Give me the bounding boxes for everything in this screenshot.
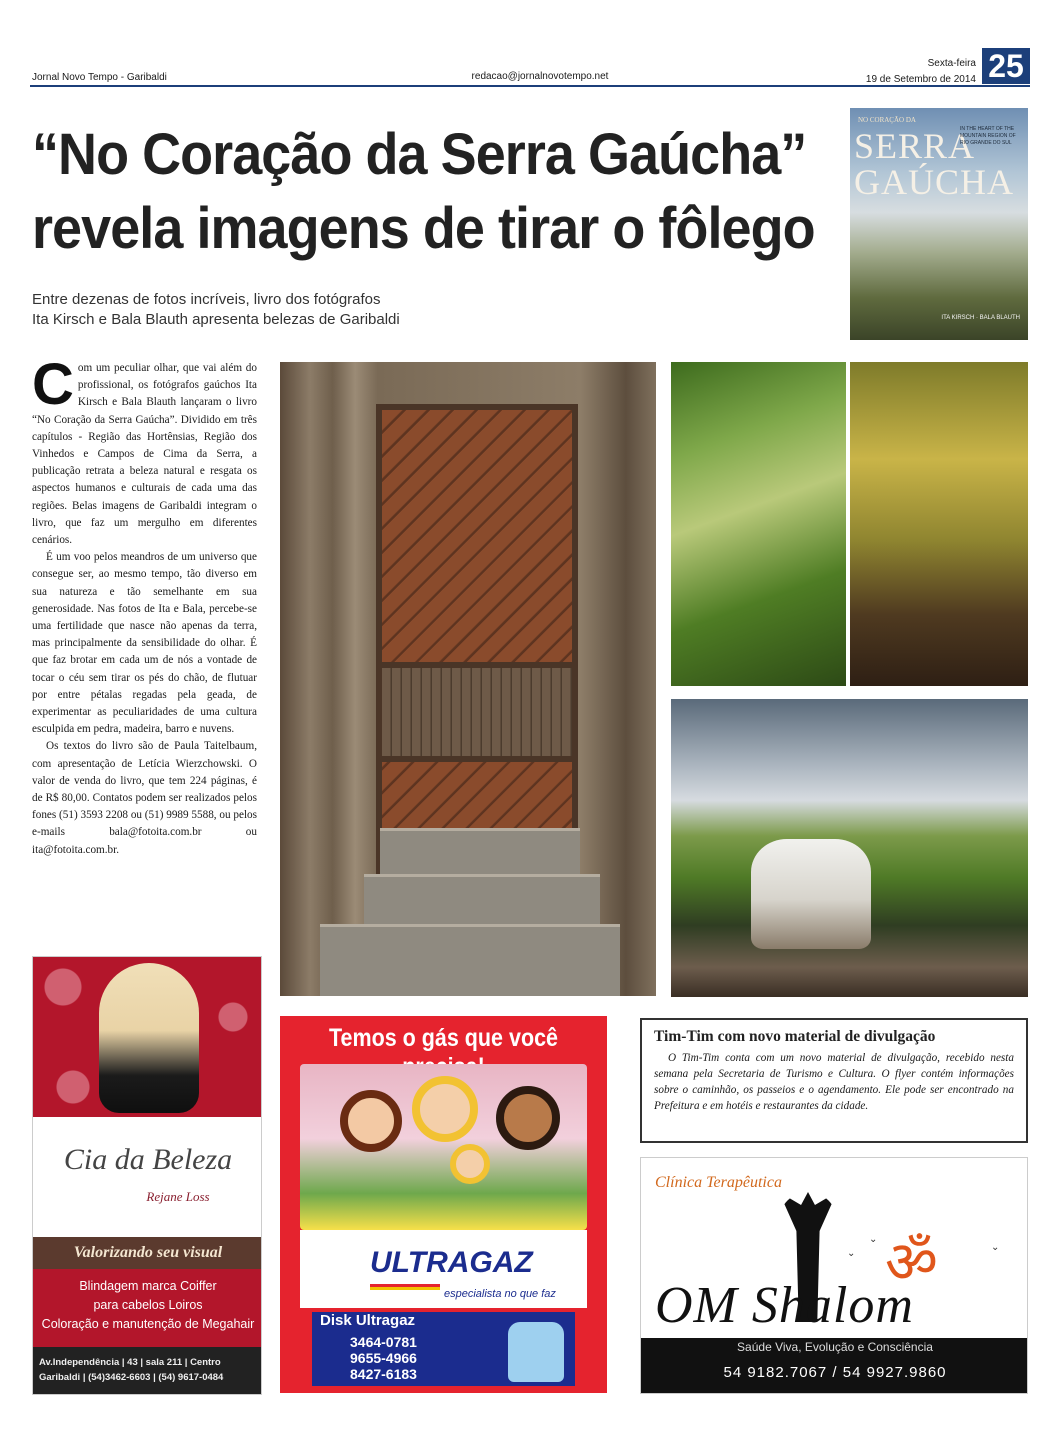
bird-icon: ⌄: [869, 1234, 878, 1245]
tim-tim-notice: [640, 1018, 1028, 1143]
ultragaz-logo: ULTRAGAZ: [370, 1246, 533, 1279]
ad-beleza-address: [33, 1347, 262, 1395]
ad-gas-phones: [350, 1334, 417, 1382]
ad-gas-child: [450, 1144, 490, 1184]
notice-title: Tim-Tim com novo material de divulgação: [654, 1028, 936, 1045]
ad-beleza-address-1: Av.Independência | 43 | sala 211 | Centro: [39, 1357, 221, 1368]
headline-line-1: “No Coração da Serra Gaúcha”: [32, 122, 807, 187]
ad-om-shalom[interactable]: [640, 1157, 1028, 1394]
drop-cap: C: [32, 352, 74, 417]
ad-gas-illustration: [300, 1064, 587, 1230]
notice-text: O Tim-Tim conta com um novo material de divulgação, recebido nesta semana pela Secretaria de Turismo e Cultura. O flyer contém informações sobre o caminhão, os passeios e o agendamento. Ele pode ser encontrado na Prefeitura e em hotéis e restaurantes da cidade.: [654, 1052, 1014, 1112]
publication-name: Jornal Novo Tempo - Garibaldi: [32, 72, 167, 83]
issue-date: 19 de Setembro de 2014: [865, 74, 976, 85]
wine-cellar-photo: [850, 362, 1028, 686]
article-paragraph-1: [32, 352, 257, 549]
stone-step-3: [320, 924, 620, 996]
ad-beleza-address-2: Garibaldi | (54)3462-6603 | (54) 9617-0484: [39, 1372, 224, 1383]
page-number: 25: [982, 48, 1030, 84]
ad-beleza-model-image: [99, 963, 199, 1113]
book-cover-authors: ITA KIRSCH · BALA BLAUTH: [941, 315, 1020, 321]
header-rule: [30, 85, 1030, 87]
ad-beleza-service-1: Blindagem marca Coiffer: [79, 1279, 217, 1293]
article-headline: [32, 118, 815, 266]
ad-gas-disk-label: Disk Ultragaz: [320, 1312, 416, 1329]
book-cover-small-title: NO CORAÇÃO DA: [858, 116, 916, 124]
newsroom-email[interactable]: redacao@jornalnovotempo.net: [471, 71, 609, 82]
issue-date-block: [866, 56, 976, 88]
door-lower-panel: [376, 662, 578, 762]
ad-ultragaz[interactable]: [280, 1016, 607, 1393]
paragraph-1-text: om um peculiar olhar, que vai além do profissional, os fotógrafos gaúchos Ita Kirsch e Bala Blauth lançaram o livro “No Coração da Serra Gaúcha”. Dividido em três capítulos - Região das Hortênsias, Região dos Vinhedos e Campos de Cima da Serra, a publicação retrata a beleza natural e resgata os aspectos humanos e culturais de cada uma das regiões. Belas imagens de Garibaldi integram o livro, que faz um mergulho em diferentes cenários.: [32, 362, 257, 547]
ad-gas-logo-box: [300, 1230, 587, 1308]
bird-icon: ⌄: [991, 1242, 1000, 1253]
subhead-line-2: Ita Kirsch e Bala Blauth apresenta belezas de Garibaldi: [32, 311, 400, 328]
ad-beleza-services: [33, 1269, 262, 1347]
headline-line-2: revela imagens de tirar o fôlego: [32, 196, 815, 261]
issue-weekday: Sexta-feira: [927, 58, 976, 69]
stone-step-2: [364, 874, 600, 924]
ad-beleza-brand: Cia da Beleza: [63, 1143, 233, 1176]
article-body: [32, 352, 257, 859]
ad-beleza-slogan: Valorizando seu visual: [33, 1237, 262, 1269]
gas-tank-icon: [508, 1322, 564, 1382]
book-cover-image: [850, 108, 1028, 340]
ad-gas-woman-2: [412, 1076, 478, 1142]
ultragaz-tagline: especialista no que faz: [444, 1288, 556, 1300]
ad-gas-woman-3: [496, 1086, 560, 1150]
om-symbol-icon: ॐ: [885, 1228, 938, 1296]
article-subhead: [32, 290, 400, 330]
book-cover-english-subtitle: IN THE HEART OF THE MOUNTAIN REGION OF RIO GRANDE DO SUL: [960, 126, 1016, 146]
ultragaz-logo-stripe: [370, 1284, 440, 1290]
ad-gas-phone-2: 9655-4966: [350, 1350, 417, 1366]
waterfall-photo: [671, 699, 1028, 997]
ad-gas-phone-3: 8427-6183: [350, 1366, 417, 1382]
waterfall-water: [751, 839, 871, 949]
stone-step-1: [380, 828, 580, 874]
ad-beleza-service-2: para cabelos Loiros: [93, 1298, 203, 1312]
ad-gas-woman-1: [340, 1090, 402, 1152]
ad-cia-da-beleza[interactable]: [32, 956, 262, 1395]
ad-om-kicker: Clínica Terapêutica: [655, 1174, 782, 1191]
ad-gas-headline: Temos o gás que você: [328, 1024, 559, 1052]
ad-beleza-owner: Rejane Loss: [146, 1189, 210, 1204]
ad-om-tagline: Saúde Viva, Evolução e Consciência: [737, 1340, 933, 1354]
ad-om-phones: 54 9182.7067 / 54 9927.9860: [723, 1364, 947, 1381]
wooden-door-photo: [280, 362, 656, 996]
bird-icon: ⌄: [847, 1248, 856, 1259]
ad-gas-phone-1: 3464-0781: [350, 1334, 417, 1350]
subhead-line-1: Entre dezenas de fotos incríveis, livro dos fotógrafos: [32, 291, 381, 308]
article-paragraph-3: Os textos do livro são de Paula Taitelbaum, com apresentação de Letícia Wierzchowski. O valor de venda do livro, que tem 224 páginas, é de R$ 80,00. Contatos podem ser realizados pelos fones (51) 3593 2208 ou (51) 9989 5588, ou pelos e-mails bala@fotoita.com.br ou ita@fotoita.com.br.: [32, 740, 257, 856]
ad-om-brand: OM Shalom: [655, 1277, 914, 1334]
ad-beleza-service-3: Coloração e manutenção de Megahair: [41, 1317, 255, 1331]
book-cover-big-title: SERRA GAÚCHA: [854, 126, 1015, 202]
vineyard-photo: [671, 362, 846, 686]
article-paragraph-2: É um voo pelos meandros de um universo que consegue ser, ao mesmo tempo, tão diverso em sua natureza e tão semelhante em sua generosidade. Nas fotos de Ita e Bala, percebe-se uma fertilidade que nasce não apenas da terra, mas principalmente da sensibilidade do olhar. É que faz brotar em cada um de nós a vontade de tocar o céu sem tirar os pés do chão, de flutuar por entre pétalas regadas pela geada, de experimentar as peculiaridades de uma cultura esculpida em pedra, madeira, barro e nuvens.: [32, 551, 257, 736]
